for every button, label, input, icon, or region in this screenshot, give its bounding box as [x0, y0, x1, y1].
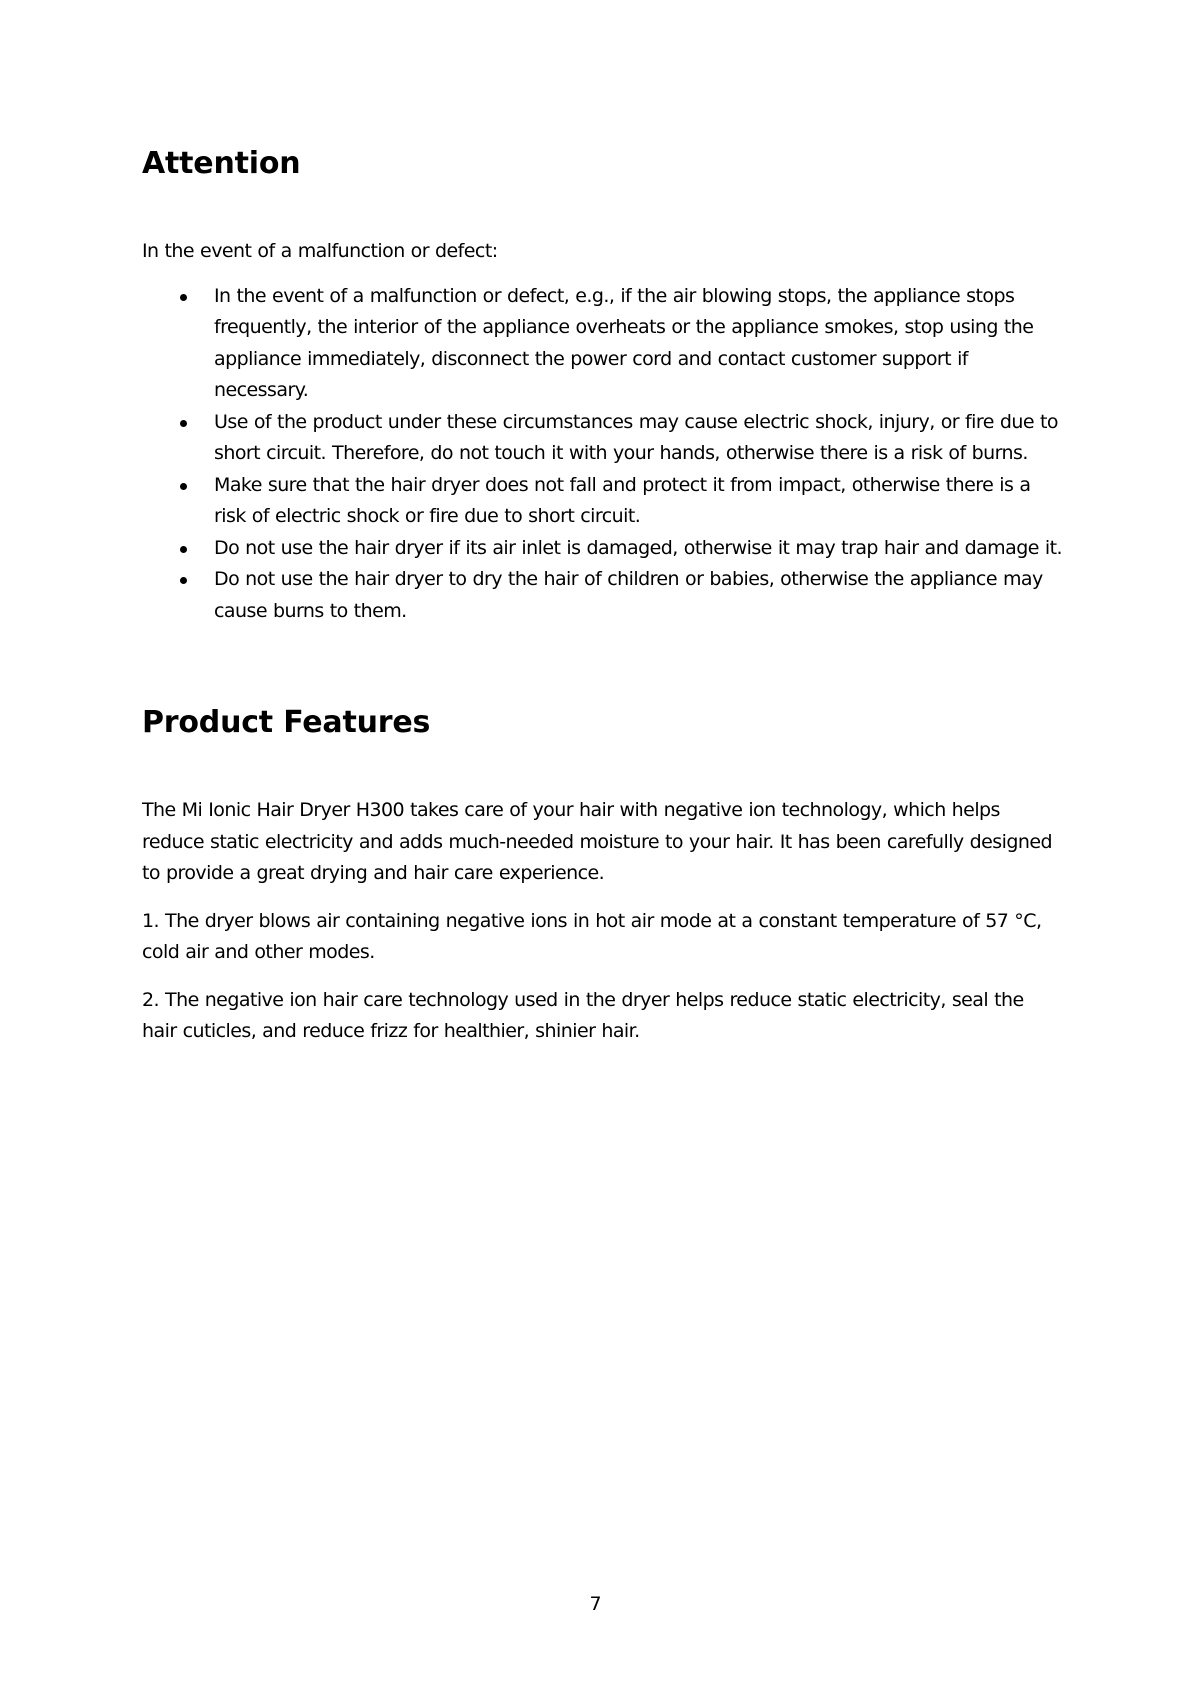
attention-intro: In the event of a malfunction or defect: [142, 240, 498, 262]
bullet-icon [180, 546, 187, 553]
features-point-2: 2. The negative ion hair care technology used in the dryer helps reduce static electricity, seal the hair cuticles, and reduce frizz for healthier, shinier hair. [142, 988, 1024, 1042]
list-item [142, 564, 1062, 627]
list-item-text: Do not use the hair dryer if its air inlet is damaged, otherwise it may trap hair and damage it. [214, 536, 1062, 559]
page-content [142, 144, 1062, 1048]
bullet-icon [180, 420, 187, 427]
features-point-1: 1. The dryer blows air containing negative ions in hot air mode at a constant temperature of 57 °C, cold air and other modes. [142, 909, 1042, 963]
page-number: 7 [589, 1593, 602, 1615]
bullet-icon [180, 483, 187, 490]
bullet-icon [180, 294, 187, 301]
attention-heading: Attention [142, 146, 301, 181]
list-item-text: Use of the product under these circumstances may cause electric shock, injury, or fire due to short circuit. Therefore, do not touch it with your hands, otherwise there is a risk of burns. [214, 410, 1058, 464]
list-item-text: Do not use the hair dryer to dry the hair of children or babies, otherwise the appliance may cause burns to them. [214, 568, 1043, 622]
attention-bullet-list [142, 281, 1062, 628]
features-intro-paragraph: The Mi Ionic Hair Dryer H300 takes care of your hair with negative ion technology, which helps reduce static electricity and adds much-needed moisture to your hair. It has been carefully designed to provide a great drying and hair care experience. [142, 799, 1052, 884]
list-item [142, 407, 1062, 470]
bullet-icon [180, 577, 187, 584]
list-item [142, 281, 1062, 407]
list-item-text: Make sure that the hair dryer does not fall and protect it from impact, otherwise there is a risk of electric shock or fire due to short circuit. [214, 473, 1031, 527]
list-item [142, 533, 1062, 565]
product-features-heading: Product Features [142, 705, 431, 740]
list-item [142, 470, 1062, 533]
list-item-text: In the event of a malfunction or defect, e.g., if the air blowing stops, the appliance stops frequently, the interior of the appliance overheats or the appliance smokes, stop using the appliance immediately, disconnect the power cord and contact customer support if necessary. [214, 284, 1034, 401]
